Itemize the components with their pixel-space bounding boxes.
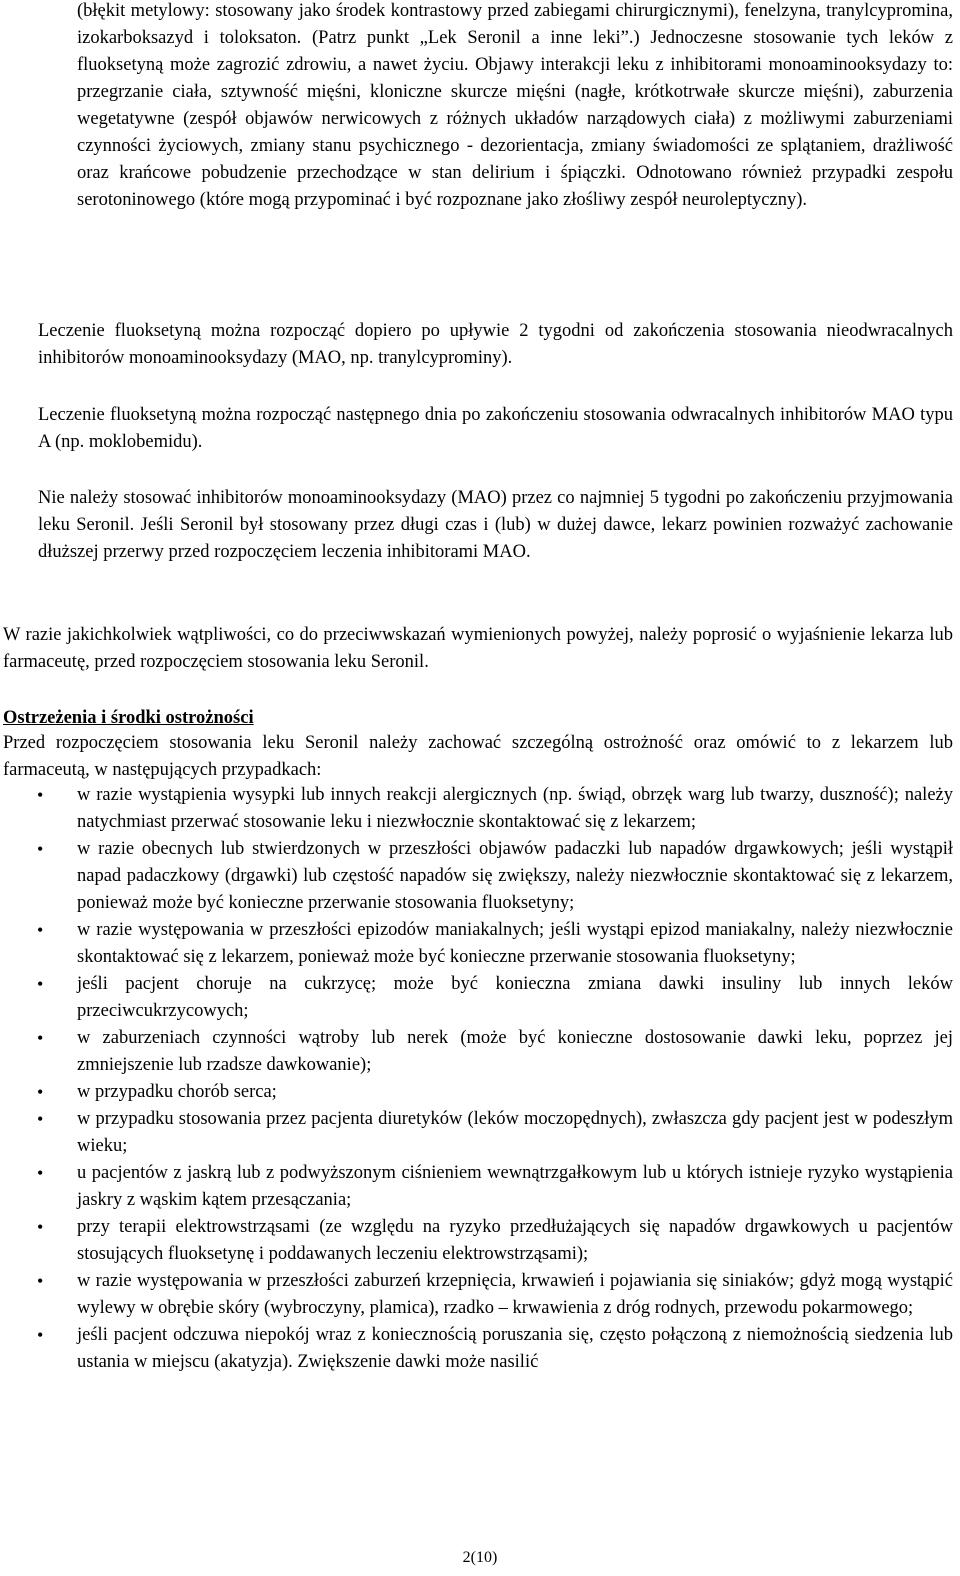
list-item <box>0 1079 953 1106</box>
list-item <box>0 836 953 917</box>
bullet-icon: • <box>37 839 44 859</box>
list-item-text: w razie obecnych lub stwierdzonych w przeszłości objawów padaczki lub napadów drgawkowych; jeśli wystąpił napad padaczkowy (drgawki) lub częstość napadów się zwiększy, należy niezwłocznie skontaktować się z lekarzem, ponieważ może być konieczne przerwanie stosowania fluoksetyny; <box>77 839 953 913</box>
list-item <box>0 1106 953 1160</box>
list-item-text: jeśli pacjent choruje na cukrzycę; może być konieczna zmiana dawki insuliny lub innych leków przeciwcukrzycowych; <box>77 974 953 1021</box>
bullet-icon: • <box>37 920 44 940</box>
bullet-icon: • <box>37 1163 44 1183</box>
reversible-mao-paragraph: Leczenie fluoksetyną można rozpocząć następnego dnia po zakończeniu stosowania odwracalnych inhibitorów MAO typu A (np. moklobemidu). <box>38 405 953 452</box>
list-item <box>0 1214 953 1268</box>
bullet-icon: • <box>37 1082 44 1102</box>
list-item <box>0 917 953 971</box>
interactions-paragraph: (błękit metylowy: stosowany jako środek kontrastowy przed zabiegami chirurgicznymi), fenelzyna, tranylcypromina, izokarboksazyd i toloksaton. (Patrz punkt „Lek Seronil a inne leki”.) Jednoczesne stosowanie tych leków z fluoksetyną może zagrozić zdrowiu, a nawet życiu. Objawy interakcji leku z inhibitorami monoaminooksydazy to: przegrzanie ciała, sztywność mięśni, kloniczne skurcze mięśni (nagłe, krótkotrwałe skurcze mięśni), zaburzenia wegetatywne (zespół objawów nerwicowych z różnych układów narządowych ciała) z możliwymi zaburzeniami czynności życiowych, zmiany stanu psychicznego - dezorientacja, zmiany świadomości ze splątaniem, drażliwość oraz krańcowe pobudzenie przechodzące w stan delirium i śpiączki. Odnotowano również przypadki zespołu serotoninowego (które mogą przypominać i być rozpoznane jako złośliwy zespół neuroleptyczny). <box>77 1 953 210</box>
doubts-paragraph: W razie jakichkolwiek wątpliwości, co do przeciwwskazań wymienionych powyżej, należy poprosić o wyjaśnienie lekarza lub farmaceutę, przed rozpoczęciem stosowania leku Seronil. <box>3 625 953 672</box>
list-item-text: w przypadku stosowania przez pacjenta diuretyków (leków moczopędnych), zwłaszcza gdy pacjent jest w podeszłym wieku; <box>77 1109 953 1156</box>
list-item-text: w razie występowania w przeszłości zaburzeń krzepnięcia, krwawień i pojawiania się siniaków; gdyż mogą wystąpić wylewy w obrębie skóry (wybroczyny, plamica), rzadko – krwawienia z dróg rodnych, przewodu pokarmowego; <box>77 1271 953 1318</box>
list-item <box>0 1322 953 1376</box>
page-number: 2(10) <box>462 1549 498 1566</box>
bullet-icon: • <box>37 1109 44 1129</box>
list-item <box>0 971 953 1025</box>
list-item <box>0 782 953 836</box>
precautions-list <box>0 782 953 1376</box>
list-item-text: jeśli pacjent odczuwa niepokój wraz z koniecznością poruszania się, często połączoną z niemożnością siedzenia lub ustania w miejscu (akatyzja). Zwiększenie dawki może nasilić <box>77 1325 953 1372</box>
list-item-text: w zaburzeniach czynności wątroby lub nerek (może być konieczne dostosowanie dawki leku, poprzez jej zmniejszenie lub rzadsze dawkowanie); <box>77 1028 953 1075</box>
list-item <box>0 1268 953 1322</box>
list-item-text: w przypadku chorób serca; <box>77 1082 277 1102</box>
list-item <box>0 1025 953 1079</box>
after-seronil-paragraph: Nie należy stosować inhibitorów monoaminooksydazy (MAO) przez co najmniej 5 tygodni po zakończeniu przyjmowania leku Seronil. Jeśli Seronil był stosowany przez długi czas i (lub) w dużej dawce, lekarz powinien rozważyć zachowanie dłuższej przerwy przed rozpoczęciem leczenia inhibitorami MAO. <box>38 488 953 562</box>
bullet-icon: • <box>37 785 44 805</box>
bullet-icon: • <box>37 1028 44 1048</box>
list-item-text: w razie występowania w przeszłości epizodów maniakalnych; jeśli wystąpi epizod maniakalny, należy niezwłocznie skontaktować się z lekarzem, ponieważ może być konieczne przerwanie stosowania fluoksetyny; <box>77 920 953 967</box>
bullet-icon: • <box>37 1217 44 1237</box>
bullet-icon: • <box>37 974 44 994</box>
list-item <box>0 1160 953 1214</box>
list-item-text: w razie wystąpienia wysypki lub innych reakcji alergicznych (np. świąd, obrzęk warg lub twarzy, duszność); należy natychmiast przerwać stosowanie leku i niezwłocznie skontaktować się z lekarzem; <box>77 785 953 832</box>
irreversible-mao-paragraph: Leczenie fluoksetyną można rozpocząć dopiero po upływie 2 tygodni od zakończenia stosowania nieodwracalnych inhibitorów monoaminooksydazy (MAO, np. tranylcyprominy). <box>38 321 953 368</box>
list-item-text: u pacjentów z jaskrą lub z podwyższonym ciśnieniem wewnątrzgałkowym lub u których istnieje ryzyko wystąpienia jaskry z wąskim kątem przesączania; <box>77 1163 953 1210</box>
section-intro: Przed rozpoczęciem stosowania leku Seronil należy zachować szczególną ostrożność oraz omówić to z lekarzem lub farmaceutą, w następujących przypadkach: <box>3 733 953 780</box>
bullet-icon: • <box>37 1271 44 1291</box>
list-item-text: przy terapii elektrowstrząsami (ze względu na ryzyko przedłużających się napadów drgawkowych u pacjentów stosujących fluoksetynę i poddawanych leczeniu elektrowstrząsami); <box>77 1217 953 1264</box>
bullet-icon: • <box>37 1325 44 1345</box>
section-heading: Ostrzeżenia i środki ostrożności <box>3 708 254 728</box>
